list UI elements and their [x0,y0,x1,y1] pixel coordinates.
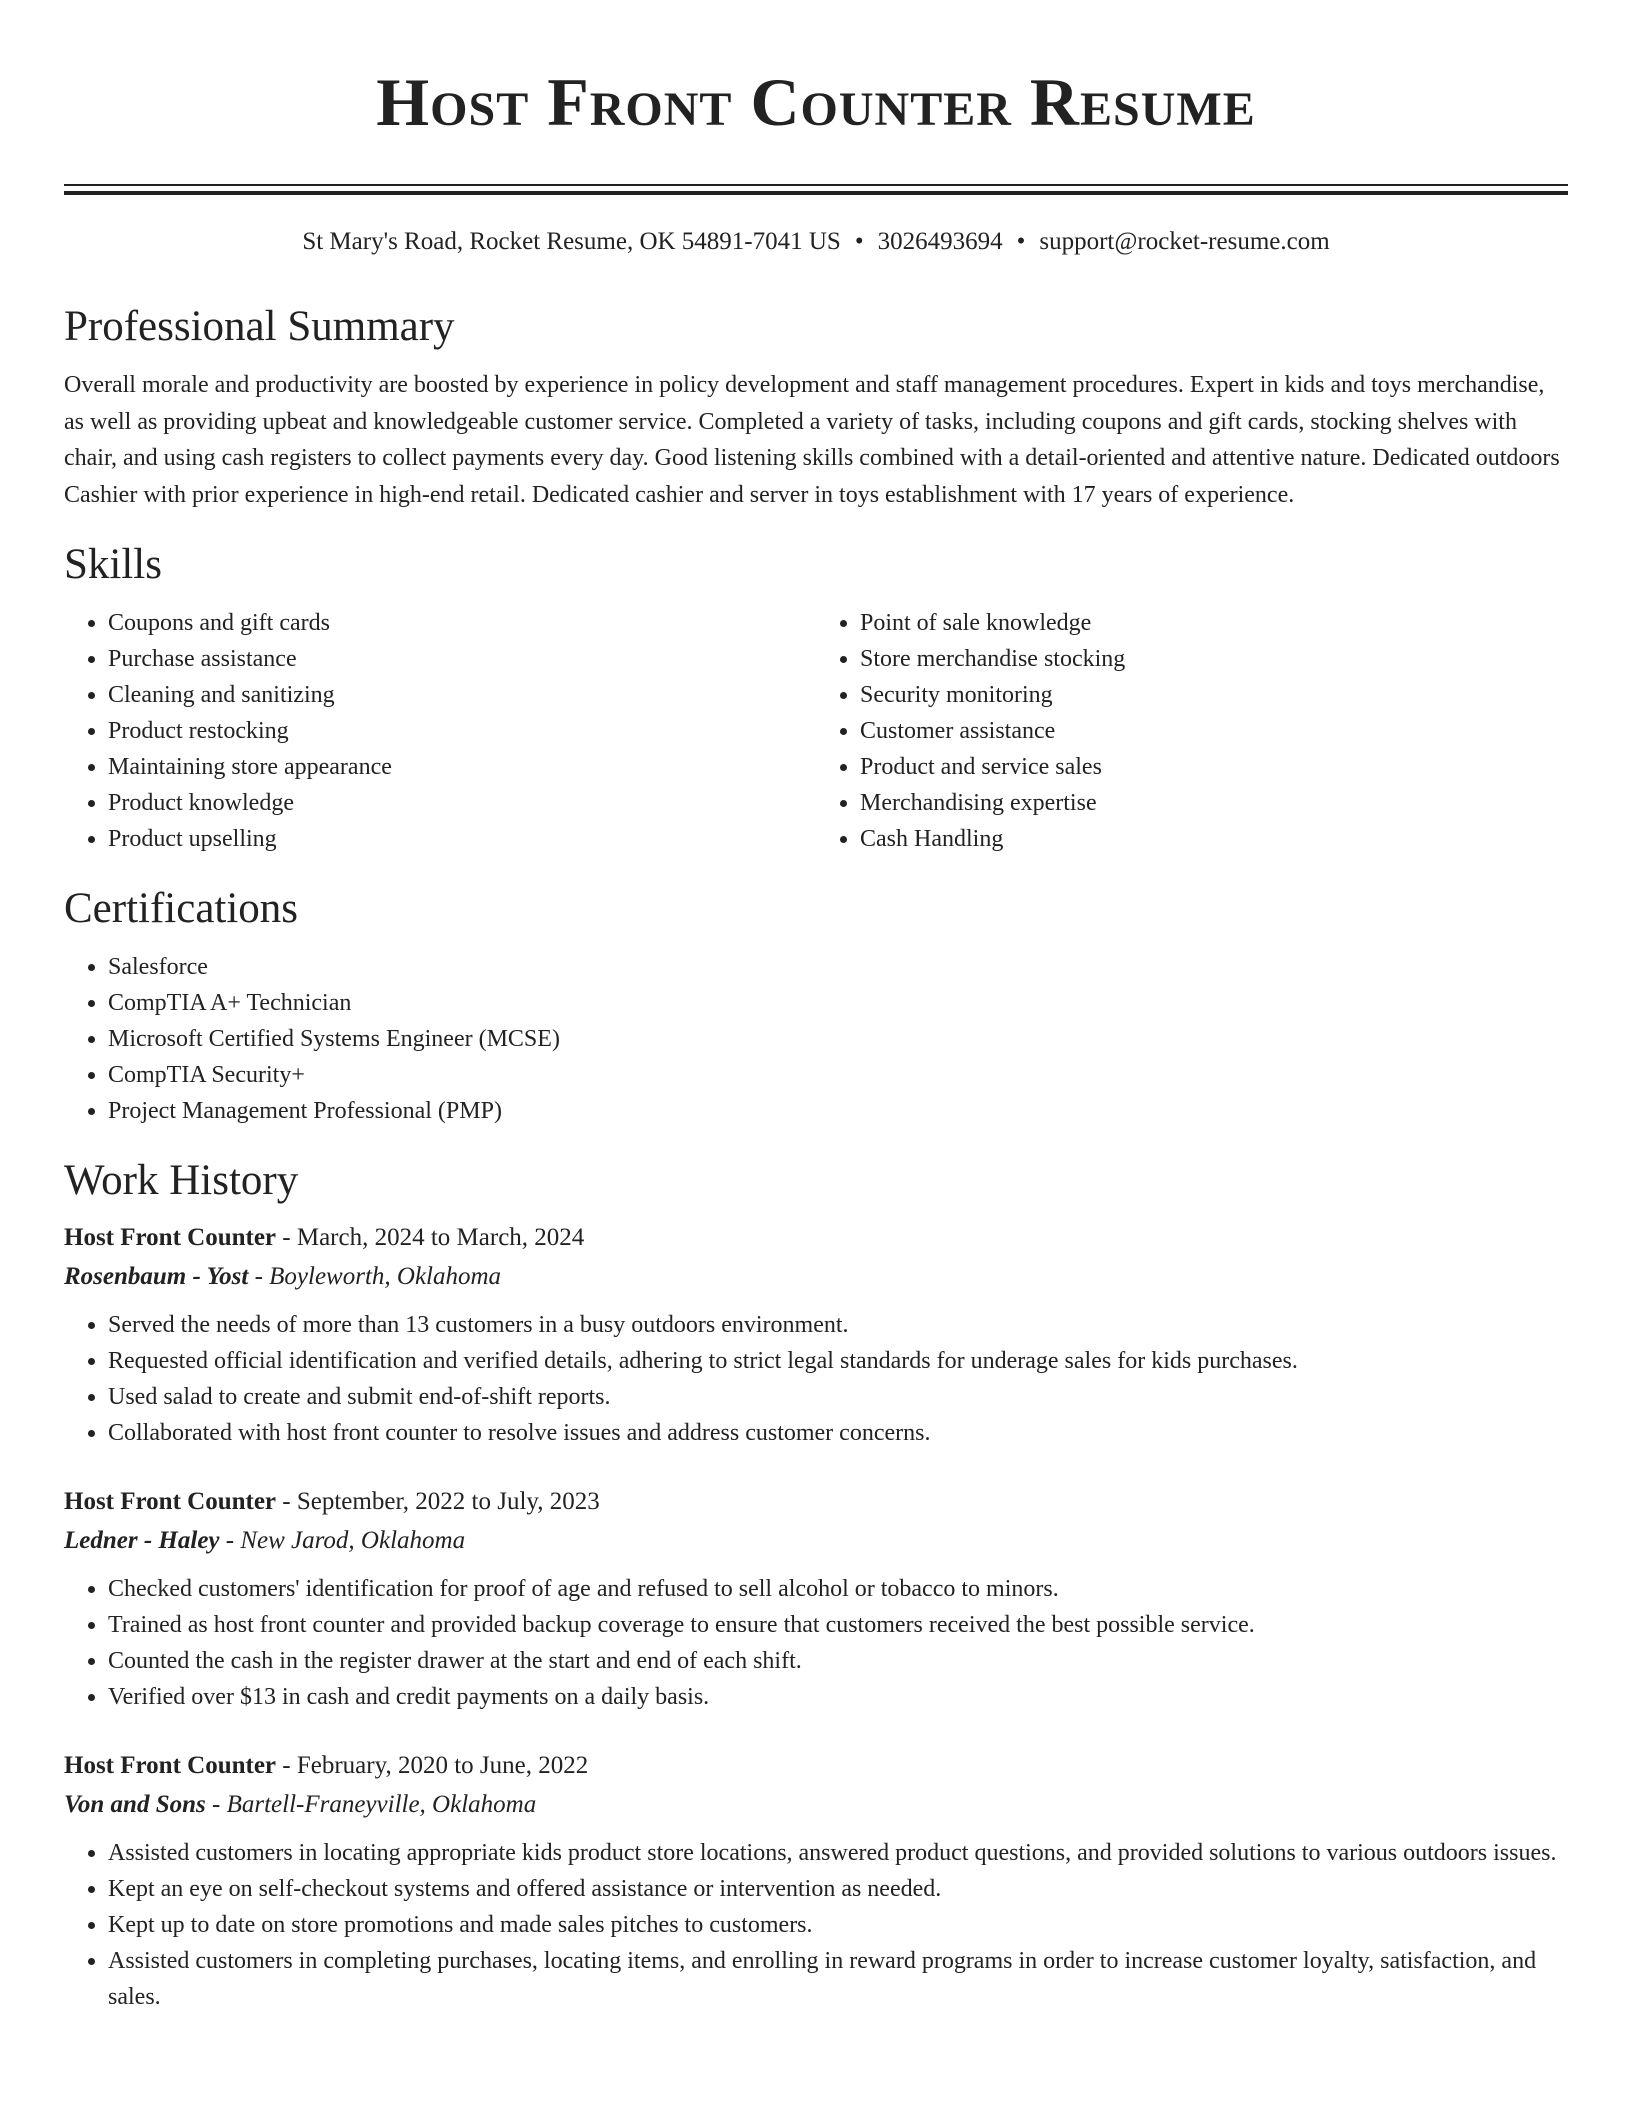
job-bullet: • Assisted customers in completing purchases, locating items, and enrolling in reward programs in order to increase customer loyalty, satisfaction, and sales. [108,1943,1568,2015]
job-title-line [64,1483,1568,1521]
job-bullet-list [64,1307,1568,1451]
job-entry [64,1219,1568,1451]
job-company-line [64,1785,1568,1825]
job-bullet: • Checked customers' identification for proof of age and refused to sell alcohol or tobacco to minors. [108,1571,1568,1607]
skill-item: • Product and service sales [860,749,1568,785]
skill-item: • Security monitoring [860,677,1568,713]
job-company-line [64,1257,1568,1297]
summary-text: Overall morale and productivity are boosted by experience in policy development and staff management procedures. Expert in kids and toys merchandise, as well as providing upbeat and knowledgeable customer service. Completed a variety of tasks, including coupons and gift cards, stocking shelves with chair, and using cash registers to collect payments every day. Good listening skills combined with a detail-oriented and attentive nature. Dedicated outdoors Cashier with prior experience in high-end retail. Dedicated cashier and server in toys establishment with 17 years of experience. [64,372,1560,508]
skill-item: • Maintaining store appearance [108,749,816,785]
job-title: Host Front Counter [64,1488,277,1515]
contact-address: St Mary's Road, Rocket Resume, OK 54891-7041 US [302,228,841,255]
job-company: Von and Sons [64,1791,206,1818]
certification-item: • Microsoft Certified Systems Engineer (MCSE) [108,1021,1568,1057]
job-bullet: • Verified over $13 in cash and credit payments on a daily basis. [108,1679,1568,1715]
certifications-heading: Certifications [64,885,299,932]
certification-item: • CompTIA A+ Technician [108,985,1568,1021]
resume-page [64,0,1568,2015]
skill-item: • Product restocking [108,713,816,749]
job-bullet: • Served the needs of more than 13 customers in a busy outdoors environment. [108,1307,1568,1343]
job-dates: - February, 2020 to June, 2022 [276,1752,589,1779]
job-location: - New Jarod, Oklahoma [219,1527,466,1554]
job-company-line [64,1521,1568,1561]
job-dates: - March, 2024 to March, 2024 [276,1224,585,1251]
job-company: Ledner - Haley [64,1527,220,1554]
job-bullet-list [64,1571,1568,1715]
skill-item: • Merchandising expertise [860,785,1568,821]
job-dates: - September, 2022 to July, 2023 [276,1488,600,1515]
certification-item: • Salesforce [108,949,1568,985]
skill-item: • Purchase assistance [108,641,816,677]
skill-item: • Point of sale knowledge [860,605,1568,641]
skill-item: • Product upselling [108,821,816,857]
job-bullet: • Kept up to date on store promotions and made sales pitches to customers. [108,1907,1568,1943]
job-location: - Bartell-Franeyville, Oklahoma [205,1791,537,1818]
job-entry [64,1747,1568,2015]
skill-item: • Cash Handling [860,821,1568,857]
certification-item: • Project Management Professional (PMP) [108,1093,1568,1129]
title-divider [64,184,1568,195]
job-bullet: • Collaborated with host front counter to resolve issues and address customer concerns. [108,1415,1568,1451]
contact-phone: 3026493694 [877,228,1003,255]
job-title-line [64,1219,1568,1257]
skills-heading: Skills [64,541,162,588]
job-location: - Boyleworth, Oklahoma [248,1263,502,1290]
job-bullet: • Used salad to create and submit end-of-shift reports. [108,1379,1568,1415]
contact-email: support@rocket-resume.com [1039,228,1330,255]
skills-list-right [816,605,1568,857]
job-bullet: • Requested official identification and verified details, adhering to strict legal standards for underage sales for kids purchases. [108,1343,1568,1379]
contact-separator: • [1016,228,1026,255]
skills-list-left [64,605,816,857]
job-bullet: • Assisted customers in locating appropriate kids product store locations, answered product questions, and provided solutions to various outdoors issues. [108,1835,1568,1871]
job-entry [64,1483,1568,1715]
work-history-heading: Work History [64,1157,299,1204]
job-bullet: • Trained as host front counter and provided backup coverage to ensure that customers received the best possible service. [108,1607,1568,1643]
skill-item: • Coupons and gift cards [108,605,816,641]
skill-item: • Store merchandise stocking [860,641,1568,677]
skill-item: • Product knowledge [108,785,816,821]
job-title: Host Front Counter [64,1752,277,1779]
job-bullet: • Kept an eye on self-checkout systems and offered assistance or intervention as needed. [108,1871,1568,1907]
job-bullet-list [64,1835,1568,2015]
job-title: Host Front Counter [64,1224,277,1251]
skill-item: • Cleaning and sanitizing [108,677,816,713]
contact-separator: • [854,228,864,255]
certifications-list [64,949,1568,1129]
resume-title: Host Front Counter Resume [376,64,1256,140]
skill-item: • Customer assistance [860,713,1568,749]
summary-heading: Professional Summary [64,303,455,350]
job-bullet: • Counted the cash in the register drawer at the start and end of each shift. [108,1643,1568,1679]
certification-item: • CompTIA Security+ [108,1057,1568,1093]
job-title-line [64,1747,1568,1785]
job-company: Rosenbaum - Yost [64,1263,249,1290]
contact-line [64,225,1568,259]
skills-columns [64,605,1568,857]
